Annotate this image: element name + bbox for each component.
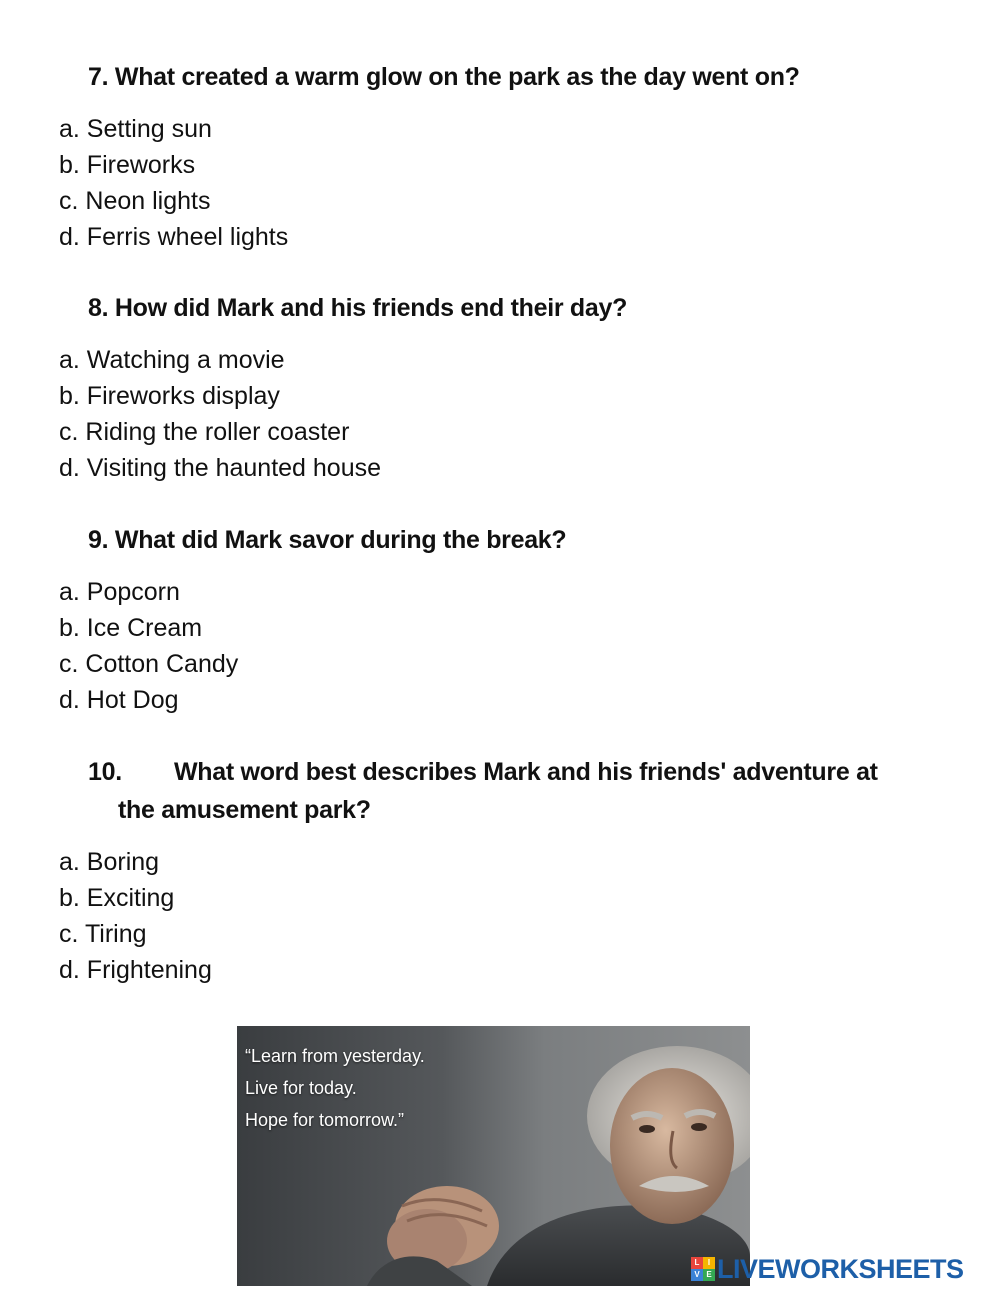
liveworksheets-logo-icon [691,1257,715,1281]
question-7 [88,58,800,96]
option-item: a. Watching a movie [59,346,285,374]
question-10-text-line1: What word best describes Mark and his friends' adventure at [174,758,878,786]
question-8 [88,289,627,327]
question-7-text: What created a warm glow on the park as the day went on? [114,63,800,91]
option-item: a. Setting sun [59,115,212,143]
question-10 [88,753,948,829]
logo-letter: E [703,1269,715,1281]
option-item: c. Tiring [59,920,147,948]
quote-line: Live for today. [245,1078,357,1098]
liveworksheets-brand-text: LIVEWORKSHEETS [717,1253,964,1284]
question-10-options [59,844,212,988]
quote-line: Hope for tomorrow.” [245,1110,405,1130]
option-item: a. Boring [59,848,160,876]
quote-line: “Learn from yesterday. [245,1046,425,1066]
option-item: d. Visiting the haunted house [59,454,382,482]
question-9-text: What did Mark savor during the break? [114,526,567,554]
question-10-number: 10. [88,758,122,786]
option-item: b. Ice Cream [59,614,203,642]
option-item: d. Ferris wheel lights [59,223,289,251]
option-item: d. Frightening [59,956,212,984]
option-item: b. Exciting [59,884,175,912]
option-item: b. Fireworks display [59,382,280,410]
quote-photo [237,1026,750,1286]
option-item: d. Hot Dog [59,686,179,714]
quote-text [245,1040,425,1136]
question-7-number: 7. [88,63,109,91]
logo-letter: V [691,1269,703,1281]
liveworksheets-watermark [691,1254,964,1284]
option-item: b. Fireworks [59,151,196,179]
question-8-text: How did Mark and his friends end their day? [114,294,628,322]
question-10-text-line2: the amusement park? [118,796,371,824]
question-9-options [59,574,238,718]
logo-letter: I [703,1257,715,1269]
question-8-number: 8. [88,294,109,322]
question-8-options [59,342,381,486]
option-item: c. Riding the roller coaster [59,418,350,446]
question-9-number: 9. [88,526,109,554]
option-item: c. Cotton Candy [59,650,239,678]
option-item: a. Popcorn [59,578,180,606]
logo-letter: L [691,1257,703,1269]
question-7-options [59,111,288,255]
option-item: c. Neon lights [59,187,211,215]
question-9 [88,521,566,559]
